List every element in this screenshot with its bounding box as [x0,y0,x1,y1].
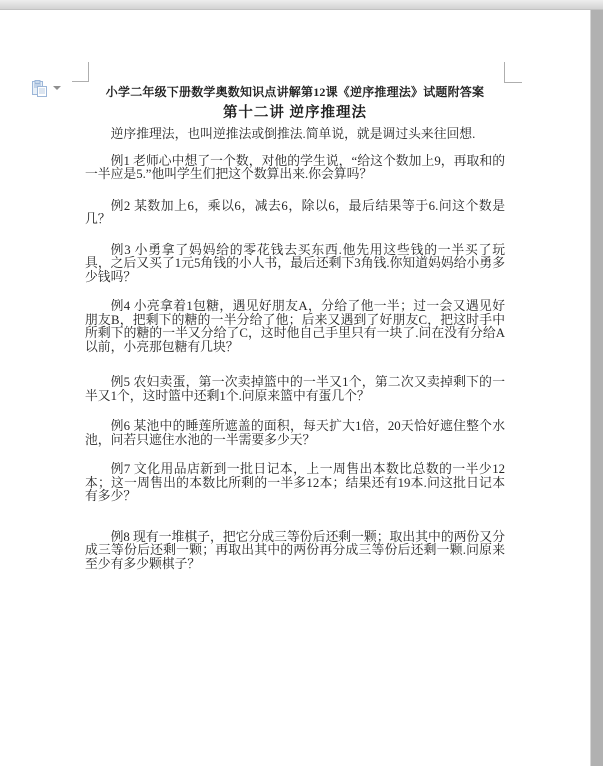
example-5-paragraph: 例5 农妇卖蛋，第一次卖掉篮中的一半又1个，第二次又卖掉剩下的一半又1个，这时篮中还剩1个.问原来篮中有蛋几个？ [85,375,505,403]
chevron-down-icon [53,86,61,90]
margin-crop-mark-left [72,62,89,82]
intro-paragraph: 逆序推理法，也叫逆推法或倒推法.简单说，就是调过头来往回想. [110,127,476,141]
clipboard-paste-icon [32,80,47,97]
example-1-paragraph: 例1 老师心中想了一个数，对他的学生说，“给这个数加上9，再取和的一半应是5.”他叫学生们把这个数算出来.你会算吗？ [85,153,505,181]
example-2-paragraph: 例2 某数加上6，乘以6，减去6，除以6，最后结果等于6.问这个数是几？ [85,198,505,226]
vertical-scrollbar[interactable] [590,10,603,766]
window-top-edge [0,0,603,10]
paste-options-button[interactable] [32,78,66,98]
margin-crop-mark-right [504,62,522,83]
example-3-paragraph: 例3 小勇拿了妈妈给的零花钱去买东西.他先用这些钱的一半买了玩具，之后又买了1元5角钱的小人书，最后还剩下3角钱.你知道妈妈给小勇多少钱吗？ [85,242,505,284]
document-body [85,128,505,587]
example-7-paragraph: 例7 文化用品店新到一批日记本，上一周售出本数比总数的一半少12本；这一周售出的本数比所剩的一半多12本；结果还有19本.问这批日记本有多少？ [85,462,505,503]
chapter-heading: 第十二讲 逆序推理法 [222,105,368,121]
example-6-paragraph: 例6 某池中的睡莲所遮盖的面积，每天扩大1倍，20天恰好遮住整个水池，问若只遮住水池的一半需要多少天？ [85,419,505,447]
document-page [0,10,590,766]
example-4-paragraph: 例4 小亮拿着1包糖，遇见好朋友A，分给了他一半；过一会又遇见好朋友B，把剩下的糖的一半分给了他；后来又遇到了好朋友C，把这时手中所剩下的糖的一半又分给了C，这时他自己手里只有一块了.问在没有分给A以前，小亮那包糖有几块？ [85,299,505,354]
document-title: 小学二年级下册数学奥数知识点讲解第12课《逆序推理法》试题附答案 [105,85,485,99]
example-8-paragraph: 例8 现有一堆棋子，把它分成三等份后还剩一颗；取出其中的两份又分成三等份后还剩一颗；再取出其中的两份再分成三等份后还剩一颗.问原来至少有多少颗棋子？ [85,529,505,571]
